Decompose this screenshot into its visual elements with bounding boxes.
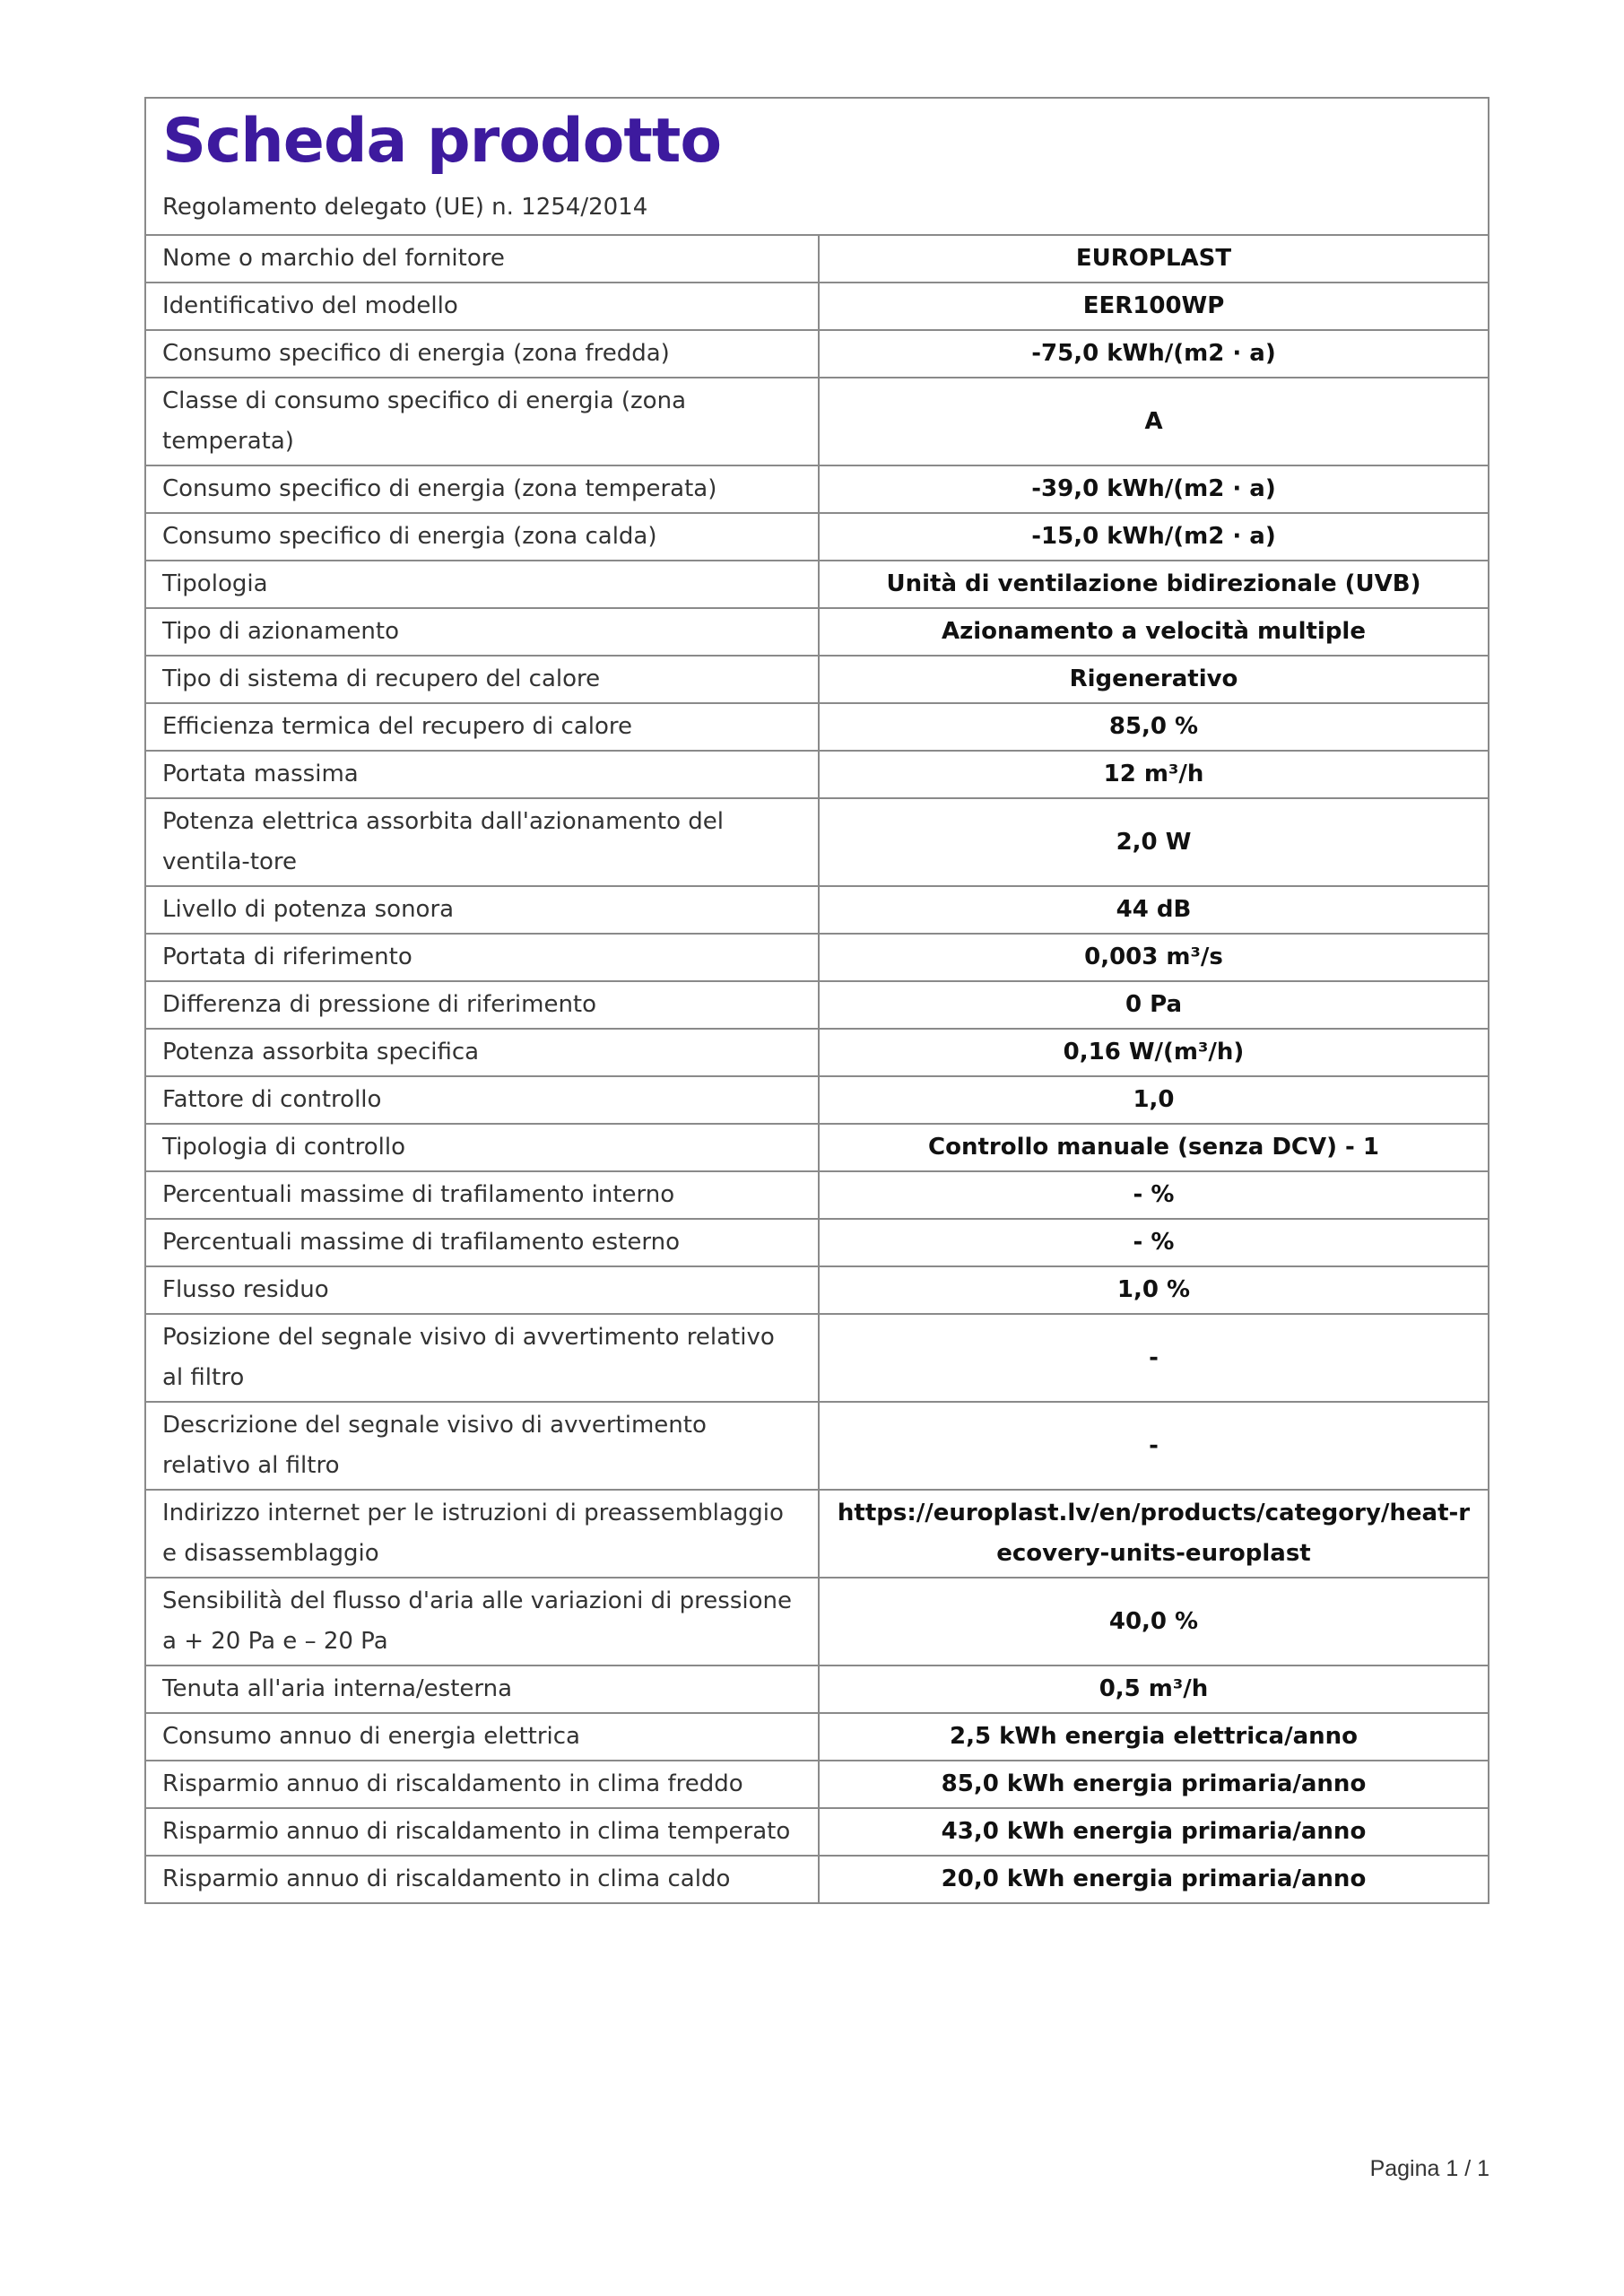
table-body — [146, 236, 1488, 1902]
table-row — [146, 1314, 1488, 1402]
row-label: Posizione del segnale visivo di avvertimento relativo al filtro — [146, 1314, 819, 1402]
table-row — [146, 465, 1488, 513]
table-row — [146, 1402, 1488, 1490]
table-row — [146, 283, 1488, 330]
row-label: Flusso residuo — [146, 1266, 819, 1314]
row-value: - — [819, 1314, 1488, 1402]
table-row — [146, 1124, 1488, 1171]
row-value: Unità di ventilazione bidirezionale (UVB) — [819, 561, 1488, 608]
row-label: Sensibilità del flusso d'aria alle variazioni di pressione a + 20 Pa e – 20 Pa — [146, 1578, 819, 1665]
row-label: Consumo annuo di energia elettrica — [146, 1713, 819, 1761]
row-label: Tenuta all'aria interna/esterna — [146, 1665, 819, 1713]
table-row — [146, 1578, 1488, 1665]
table-row — [146, 886, 1488, 934]
table-row — [146, 1665, 1488, 1713]
row-value: 40,0 % — [819, 1578, 1488, 1665]
table-row — [146, 703, 1488, 751]
table-row — [146, 1808, 1488, 1856]
table-row — [146, 1856, 1488, 1902]
row-value: A — [819, 378, 1488, 465]
row-value: 0,5 m³/h — [819, 1665, 1488, 1713]
table-row — [146, 1076, 1488, 1124]
row-value: 0 Pa — [819, 981, 1488, 1029]
row-value: 20,0 kWh energia primaria/anno — [819, 1856, 1488, 1902]
row-value: EER100WP — [819, 283, 1488, 330]
row-label: Efficienza termica del recupero di calore — [146, 703, 819, 751]
row-label: Livello di potenza sonora — [146, 886, 819, 934]
table-row — [146, 236, 1488, 283]
row-value: -15,0 kWh/(m2 · a) — [819, 513, 1488, 561]
row-label: Potenza elettrica assorbita dall'azionamento del ventila-tore — [146, 798, 819, 886]
table-row — [146, 981, 1488, 1029]
row-value: - — [819, 1402, 1488, 1490]
row-value: Azionamento a velocità multiple — [819, 608, 1488, 656]
row-label: Consumo specifico di energia (zona calda) — [146, 513, 819, 561]
row-value: 1,0 % — [819, 1266, 1488, 1314]
table-row — [146, 1761, 1488, 1808]
table-row — [146, 1171, 1488, 1219]
row-value: 1,0 — [819, 1076, 1488, 1124]
row-label: Consumo specifico di energia (zona fredda) — [146, 330, 819, 378]
page-title: Scheda prodotto — [162, 106, 722, 177]
row-value: 43,0 kWh energia primaria/anno — [819, 1808, 1488, 1856]
table-row — [146, 1266, 1488, 1314]
row-value: -39,0 kWh/(m2 · a) — [819, 465, 1488, 513]
row-value: - % — [819, 1171, 1488, 1219]
row-label: Percentuali massime di trafilamento interno — [146, 1171, 819, 1219]
row-label: Consumo specifico di energia (zona temperata) — [146, 465, 819, 513]
row-value: Rigenerativo — [819, 656, 1488, 703]
table-row — [146, 934, 1488, 981]
product-data-table — [146, 236, 1488, 1902]
table-row — [146, 608, 1488, 656]
row-label: Tipo di azionamento — [146, 608, 819, 656]
table-row — [146, 1219, 1488, 1266]
sheet-header — [146, 99, 1488, 236]
row-label: Nome o marchio del fornitore — [146, 236, 819, 283]
row-label: Fattore di controllo — [146, 1076, 819, 1124]
table-row — [146, 751, 1488, 798]
table-row — [146, 330, 1488, 378]
page-number: Pagina 1 / 1 — [1369, 2156, 1489, 2181]
table-row — [146, 656, 1488, 703]
row-label: Identificativo del modello — [146, 283, 819, 330]
row-label: Tipologia — [146, 561, 819, 608]
row-label: Potenza assorbita specifica — [146, 1029, 819, 1076]
row-value: EUROPLAST — [1075, 245, 1232, 273]
table-row — [146, 378, 1488, 465]
regulation-subtitle: Regolamento delegato (UE) n. 1254/2014 — [162, 194, 648, 221]
table-row — [146, 1713, 1488, 1761]
table-row — [146, 561, 1488, 608]
row-label: Indirizzo internet per le istruzioni di preassemblaggio e disassemblaggio — [146, 1490, 819, 1578]
row-label: Portata massima — [146, 751, 819, 798]
row-label: Risparmio annuo di riscaldamento in clima freddo — [146, 1761, 819, 1808]
row-value: https://europlast.lv/en/products/category/heat-recovery-units-europlast — [819, 1490, 1488, 1578]
row-label: Risparmio annuo di riscaldamento in clima temperato — [146, 1808, 819, 1856]
row-value: 85,0 % — [819, 703, 1488, 751]
row-value: 0,16 W/(m³/h) — [819, 1029, 1488, 1076]
row-label: Tipo di sistema di recupero del calore — [146, 656, 819, 703]
row-value: 2,5 kWh energia elettrica/anno — [819, 1713, 1488, 1761]
row-label: Portata di riferimento — [146, 934, 819, 981]
row-label: Tipologia di controllo — [146, 1124, 819, 1171]
row-value: - % — [819, 1219, 1488, 1266]
row-value: 85,0 kWh energia primaria/anno — [819, 1761, 1488, 1808]
table-row — [146, 1029, 1488, 1076]
table-row — [146, 798, 1488, 886]
row-label: Risparmio annuo di riscaldamento in clima caldo — [146, 1856, 819, 1902]
row-label: Percentuali massime di trafilamento esterno — [146, 1219, 819, 1266]
row-label: Classe di consumo specifico di energia (zona temperata) — [146, 378, 819, 465]
row-value: -75,0 kWh/(m2 · a) — [819, 330, 1488, 378]
row-value: Controllo manuale (senza DCV) - 1 — [819, 1124, 1488, 1171]
row-value: 44 dB — [819, 886, 1488, 934]
table-row — [146, 1490, 1488, 1578]
row-value: 0,003 m³/s — [819, 934, 1488, 981]
row-label: Descrizione del segnale visivo di avvertimento relativo al filtro — [146, 1402, 819, 1490]
row-value: 2,0 W — [819, 798, 1488, 886]
table-row — [146, 513, 1488, 561]
row-label: Differenza di pressione di riferimento — [146, 981, 819, 1029]
product-sheet — [144, 97, 1489, 1904]
row-value: 12 m³/h — [819, 751, 1488, 798]
